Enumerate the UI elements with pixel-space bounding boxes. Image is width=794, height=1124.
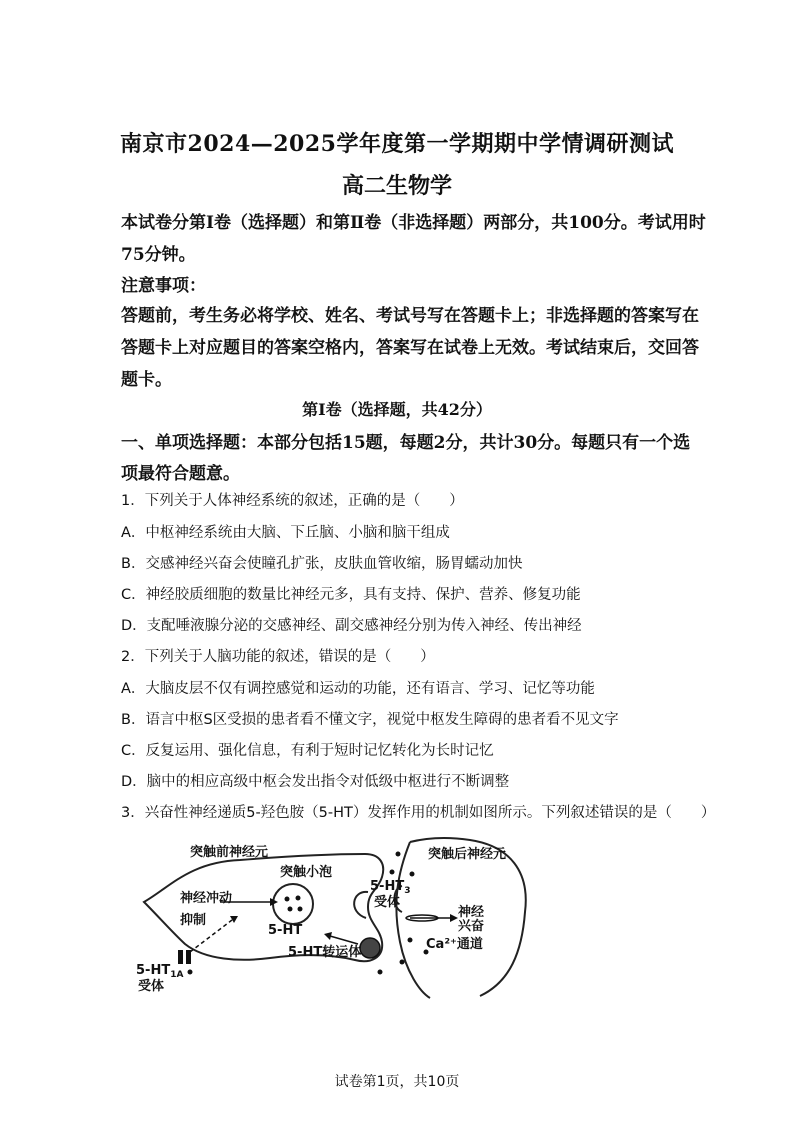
excitation-label-2: 兴奋 [458, 919, 485, 934]
note-line-3: 题卡。 [121, 370, 172, 390]
intro-line-2: 75分钟。 [121, 245, 196, 265]
ca-channel-label: Ca²⁺通道 [426, 937, 483, 952]
question-2-option-c: C．反复运用、强化信息，有利于短时记忆转化为长时记忆 [121, 743, 494, 759]
question-1-option-a: A．中枢神经系统由大脑、下丘脑、小脑和脑干组成 [121, 525, 450, 541]
postsynaptic-neuron-label: 突触后神经元 [428, 847, 507, 862]
inhibit-label: 抑制 [180, 913, 207, 928]
5ht1a-receptor-word: 受体 [138, 979, 165, 994]
nerve-impulse-label: 神经冲动 [180, 891, 233, 906]
5ht3-receptor-word: 受体 [374, 895, 401, 910]
synapse-diagram [130, 832, 550, 1000]
synaptic-vesicle [273, 884, 313, 924]
synaptic-vesicle-label: 突触小泡 [280, 865, 333, 880]
question-2-option-d: D．脑中的相应高级中枢会发出指令对低级中枢进行不断调整 [121, 774, 510, 790]
question-1-option-c: C．神经胶质细胞的数量比神经元多，具有支持、保护、营养、修复功能 [121, 587, 581, 603]
5ht1a-receptor-shape [178, 950, 183, 964]
page-footer: 试卷第1页，共10页 [334, 1074, 460, 1090]
notes-heading: 注意事项： [121, 276, 206, 296]
note-line-1: 答题前，考生务必将学校、姓名、考试号写在答题卡上；非选择题的答案写在 [121, 306, 699, 326]
section-heading: 第Ⅰ卷（选择题，共42分） [302, 400, 492, 419]
intro-line-1: 本试卷分第Ⅰ卷（选择题）和第Ⅱ卷（非选择题）两部分，共100分。考试用时 [121, 213, 706, 233]
question-3-stem: 3．兴奋性神经递质5-羟色胺（5-HT）发挥作用的机制如图所示。下列叙述错误的是（ ） [121, 805, 716, 821]
serotonin-label: 5-HT [268, 923, 303, 938]
5ht3-receptor-label: $5-HT_3$ [370, 879, 411, 896]
presynaptic-neuron-label: 突触前神经元 [190, 845, 269, 860]
5ht-transporter-label: 5-HT转运体 [288, 945, 362, 960]
5ht-transporter-shape [360, 938, 380, 958]
excitation-label-1: 神经 [458, 905, 485, 920]
exam-title: 南京市2024—2025学年度第一学期期中学情调研测试 [120, 131, 674, 157]
question-1-stem: 1．下列关于人体神经系统的叙述，正确的是（ ） [121, 493, 464, 509]
question-1-option-b: B．交感神经兴奋会使瞳孔扩张，皮肤血管收缩，肠胃蠕动加快 [121, 556, 523, 572]
subject-title: 高二生物学 [341, 173, 452, 199]
section-instruction-1: 一、单项选择题：本部分包括15题，每题2分，共计30分。每题只有一个选 [121, 433, 691, 453]
question-1-option-d: D．支配唾液腺分泌的交感神经、副交感神经分别为传入神经、传出神经 [121, 618, 582, 634]
note-line-2: 答题卡上对应题目的答案空格内，答案写在试卷上无效。考试结束后，交回答 [121, 338, 699, 358]
5ht1a-receptor-label: $5-HT_{1A}$ [136, 963, 184, 980]
section-instruction-2: 项最符合题意。 [121, 464, 240, 484]
question-2-stem: 2．下列关于人脑功能的叙述，错误的是（ ） [121, 649, 435, 665]
question-2-option-a: A．大脑皮层不仅有调控感觉和运动的功能，还有语言、学习、记忆等功能 [121, 681, 595, 697]
question-2-option-b: B．语言中枢S区受损的患者看不懂文字，视觉中枢发生障碍的患者看不见文字 [121, 712, 619, 728]
